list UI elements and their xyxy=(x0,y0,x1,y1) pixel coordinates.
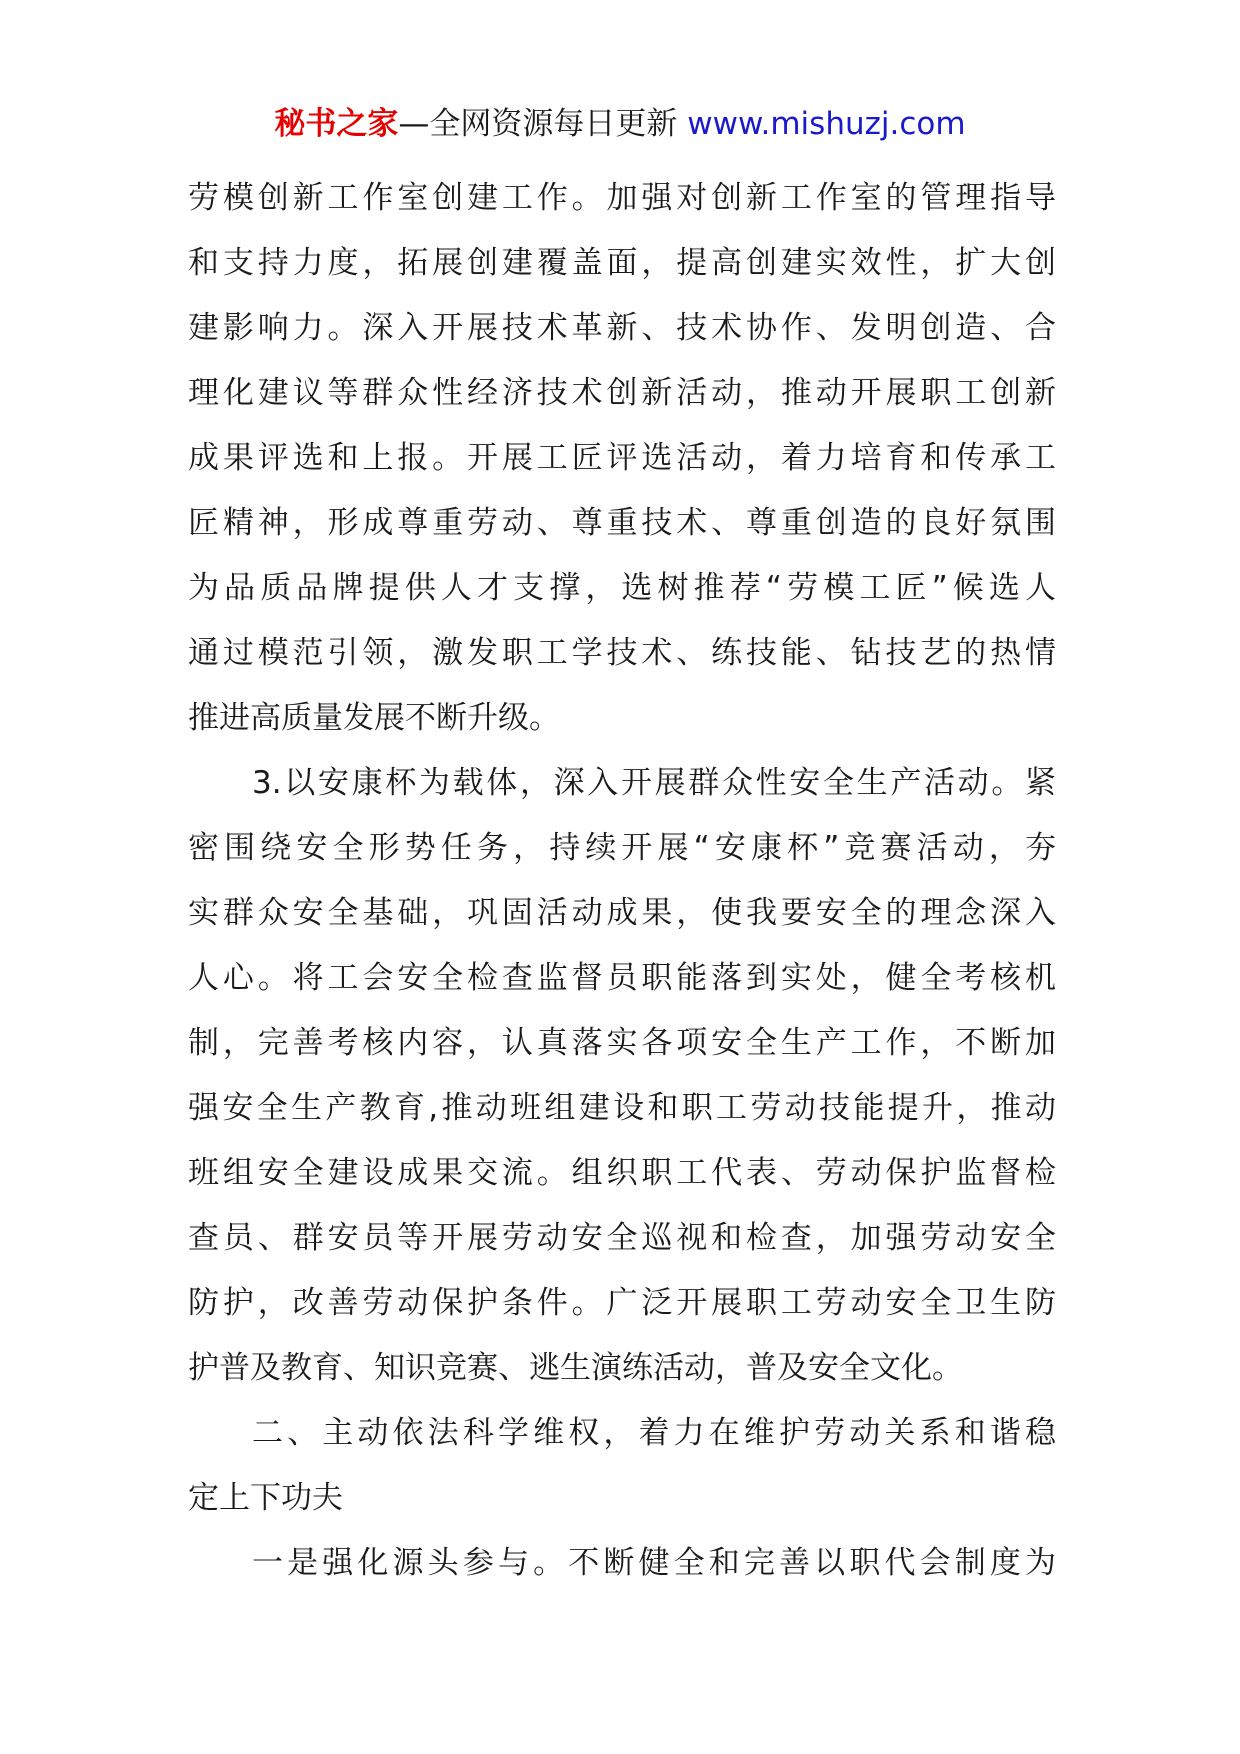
text-line: 建影响力。深入开展技术革新、技术协作、发明创造、合 xyxy=(188,310,1056,346)
header-slogan: —全网资源每日更新 xyxy=(398,106,678,142)
site-url-link[interactable]: www.mishuzj.com xyxy=(687,106,966,142)
text-line: 劳模创新工作室创建工作。加强对创新工作室的管理指导 xyxy=(188,180,1056,216)
text-line: 护普及教育、知识竞赛、逃生演练活动，普及安全文化。 xyxy=(188,1350,963,1386)
section-3-heading: 3.以安康杯为载体，深入开展群众性安全生产活动。紧 xyxy=(252,765,1056,801)
text-line: 为品质品牌提供人才支撑，选树推荐“劳模工匠”候选人 xyxy=(188,570,1056,606)
section-2-heading: 二、主动依法科学维权，着力在维护劳动关系和谐稳 xyxy=(252,1415,1056,1451)
text-line: 查员、群安员等开展劳动安全巡视和检查，加强劳动安全 xyxy=(188,1220,1056,1256)
text-line: 定上下功夫 xyxy=(188,1480,343,1516)
document-body xyxy=(188,166,1056,1596)
page-header xyxy=(0,100,1240,148)
text-line: 强安全生产教育,推动班组建设和职工劳动技能提升，推动 xyxy=(188,1090,1056,1126)
text-line: 推进高质量发展不断升级。 xyxy=(188,700,560,736)
text-line: 理化建议等群众性经济技术创新活动，推动开展职工创新 xyxy=(188,375,1056,411)
text-line: 防护，改善劳动保护条件。广泛开展职工劳动安全卫生防 xyxy=(188,1285,1056,1321)
text-line: 人心。将工会安全检查监督员职能落到实处，健全考核机 xyxy=(188,960,1056,996)
text-line: 成果评选和上报。开展工匠评选活动，着力培育和传承工 xyxy=(188,440,1056,476)
text-line: 和支持力度，拓展创建覆盖面，提高创建实效性，扩大创 xyxy=(188,245,1056,281)
text-line: 班组安全建设成果交流。组织职工代表、劳动保护监督检 xyxy=(188,1155,1056,1191)
text-line: 通过模范引领，激发职工学技术、练技能、钻技艺的热情 xyxy=(188,635,1056,671)
text-line: 制，完善考核内容，认真落实各项安全生产工作，不断加 xyxy=(188,1025,1056,1061)
text-line: 实群众安全基础，巩固活动成果，使我要安全的理念深入 xyxy=(188,895,1056,931)
brand-name: 秘书之家 xyxy=(274,106,399,142)
text-line: 密围绕安全形势任务，持续开展“安康杯”竞赛活动，夯 xyxy=(188,830,1056,866)
text-line: 一是强化源头参与。不断健全和完善以职代会制度为 xyxy=(252,1545,1056,1581)
text-line: 匠精神，形成尊重劳动、尊重技术、尊重创造的良好氛围 xyxy=(188,505,1056,541)
